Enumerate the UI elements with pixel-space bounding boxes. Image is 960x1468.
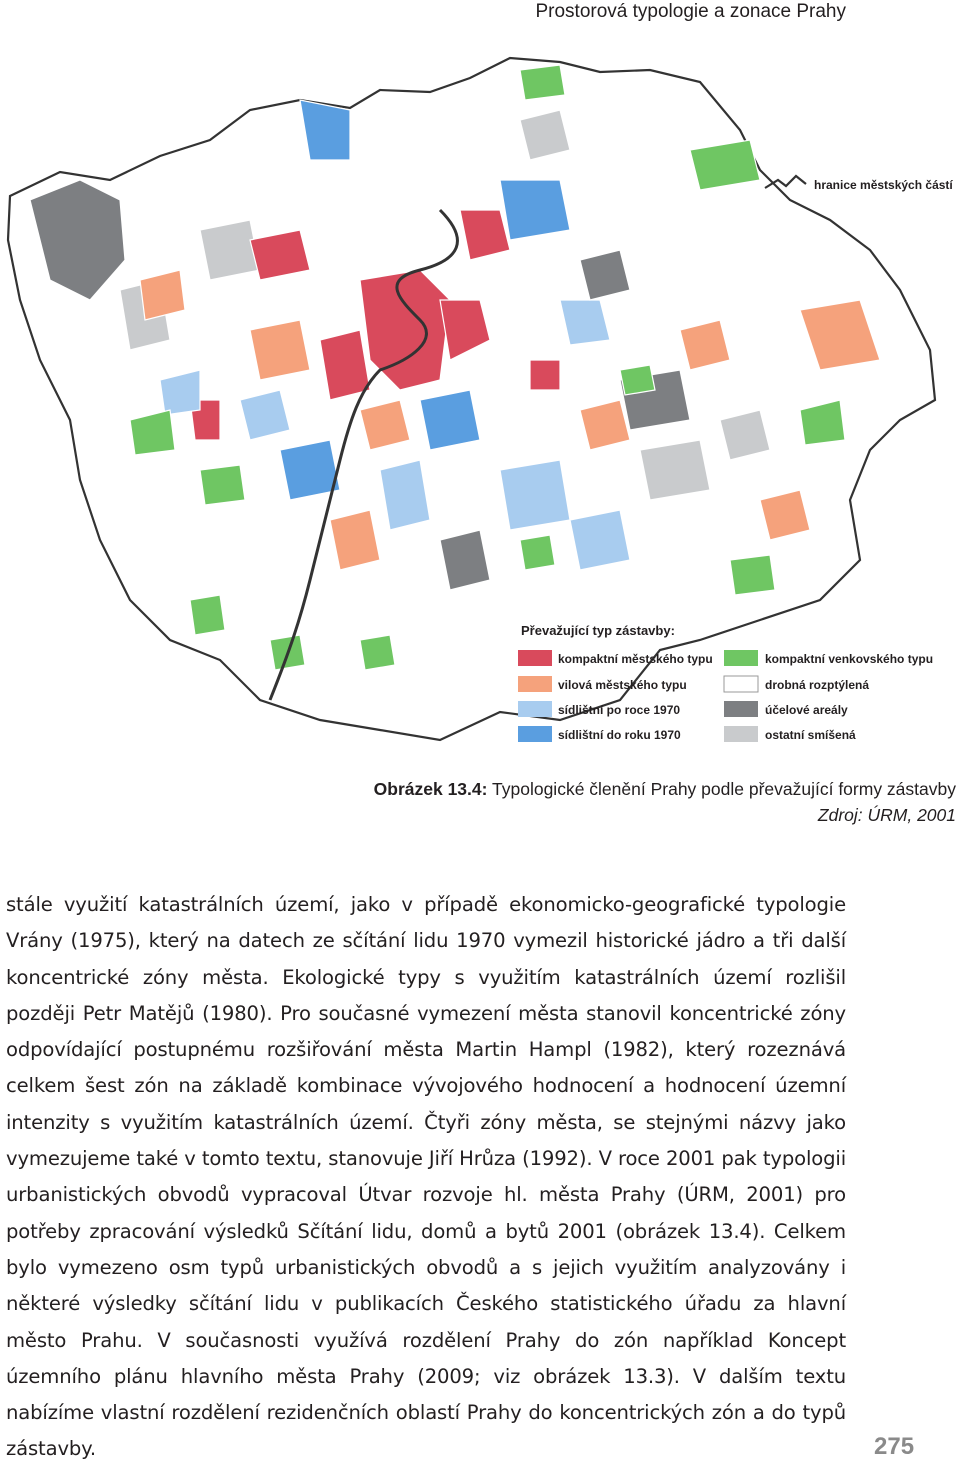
- legend-title: Převažující typ zástavby:: [521, 623, 675, 638]
- legend-swatch-housing-before-1970: [518, 726, 552, 742]
- legend-label: sídlištní po roce 1970: [558, 703, 681, 717]
- legend-swatch-compact-rural: [724, 650, 758, 666]
- legend-label: kompaktní městského typu: [558, 652, 713, 666]
- legend-label: sídlištní do roku 1970: [558, 728, 681, 742]
- caption-source: Zdroj: ÚRM, 2001: [817, 805, 956, 825]
- body-paragraph: stále využití katastrálních území, jako v případě ekonomicko-geografické typologie Vrány (1975), který na datech ze sčítání lidu 1970 vymezil historické jádro a tři další koncentrické zóny města. Ekologické typy s využitím katastrálních území rozlišil později Petr Matějů (1980). Pro současné vymezení města stanovil koncentrické zóny odpovídající postupnému rozšiřování města Martin Hampl (1982), který rozeznává celkem šest zón na základě kombinace vývojového hodnocení a hodnocení územní intenzity s využitím katastrálních území. Čtyři zóny města, se stejnými názvy jako vymezujeme také v tomto textu, stanovuje Jiří Hrůza (1992). V roce 2001 pak typologii urbanistických obvodů vypracoval Útvar rozvoje hl. města Prahy (ÚRM, 2001) pro potřeby zpracování výsledků Sčítání lidu, domů a bytů 2001 (obrázek 13.4). Celkem bylo vymezeno osm typů urbanistických obvodů a s jejich využitím analyzovány i některé výsledky sčítání lidu v publikacích Českého statistického úřadu za hlavní město Prahu. V současnosti využívá rozdělení Prahy do zón například Koncept územního plánu hlavního města Prahy (2009; viz obrázek 13.3). V dalším textu nabízíme vlastní rozdělení rezidenčních oblastí Prahy do koncentrických zón a do typů zástavby.: [6, 893, 846, 1461]
- page-number: 275: [874, 1433, 915, 1460]
- figure-caption: [374, 776, 956, 828]
- legend-label: kompaktní venkovského typu: [765, 652, 934, 666]
- legend-label: účelové areály: [765, 703, 848, 717]
- legend-label: vilová městského typu: [558, 678, 687, 692]
- legend-swatch-housing-after-1970: [518, 701, 552, 717]
- boundary-legend-label: hranice městských částí: [814, 178, 953, 192]
- prague-typology-map: [0, 40, 960, 760]
- legend-swatch-purpose-areas: [724, 701, 758, 717]
- legend-swatch-mixed: [724, 726, 758, 742]
- running-title: Prostorová typologie a zonace Prahy: [535, 1, 846, 22]
- legend-label: ostatní smíšená: [765, 728, 856, 742]
- legend-swatch-villa-urban: [518, 676, 552, 692]
- map-svg: [0, 40, 960, 760]
- caption-text: Typologické členění Prahy podle převažující formy zástavby: [487, 779, 956, 799]
- legend-swatch-scattered: [724, 676, 758, 692]
- legend-swatch-compact-urban: [518, 650, 552, 666]
- legend-label: drobná rozptýlená: [765, 678, 870, 692]
- caption-label: Obrázek 13.4:: [373, 779, 488, 799]
